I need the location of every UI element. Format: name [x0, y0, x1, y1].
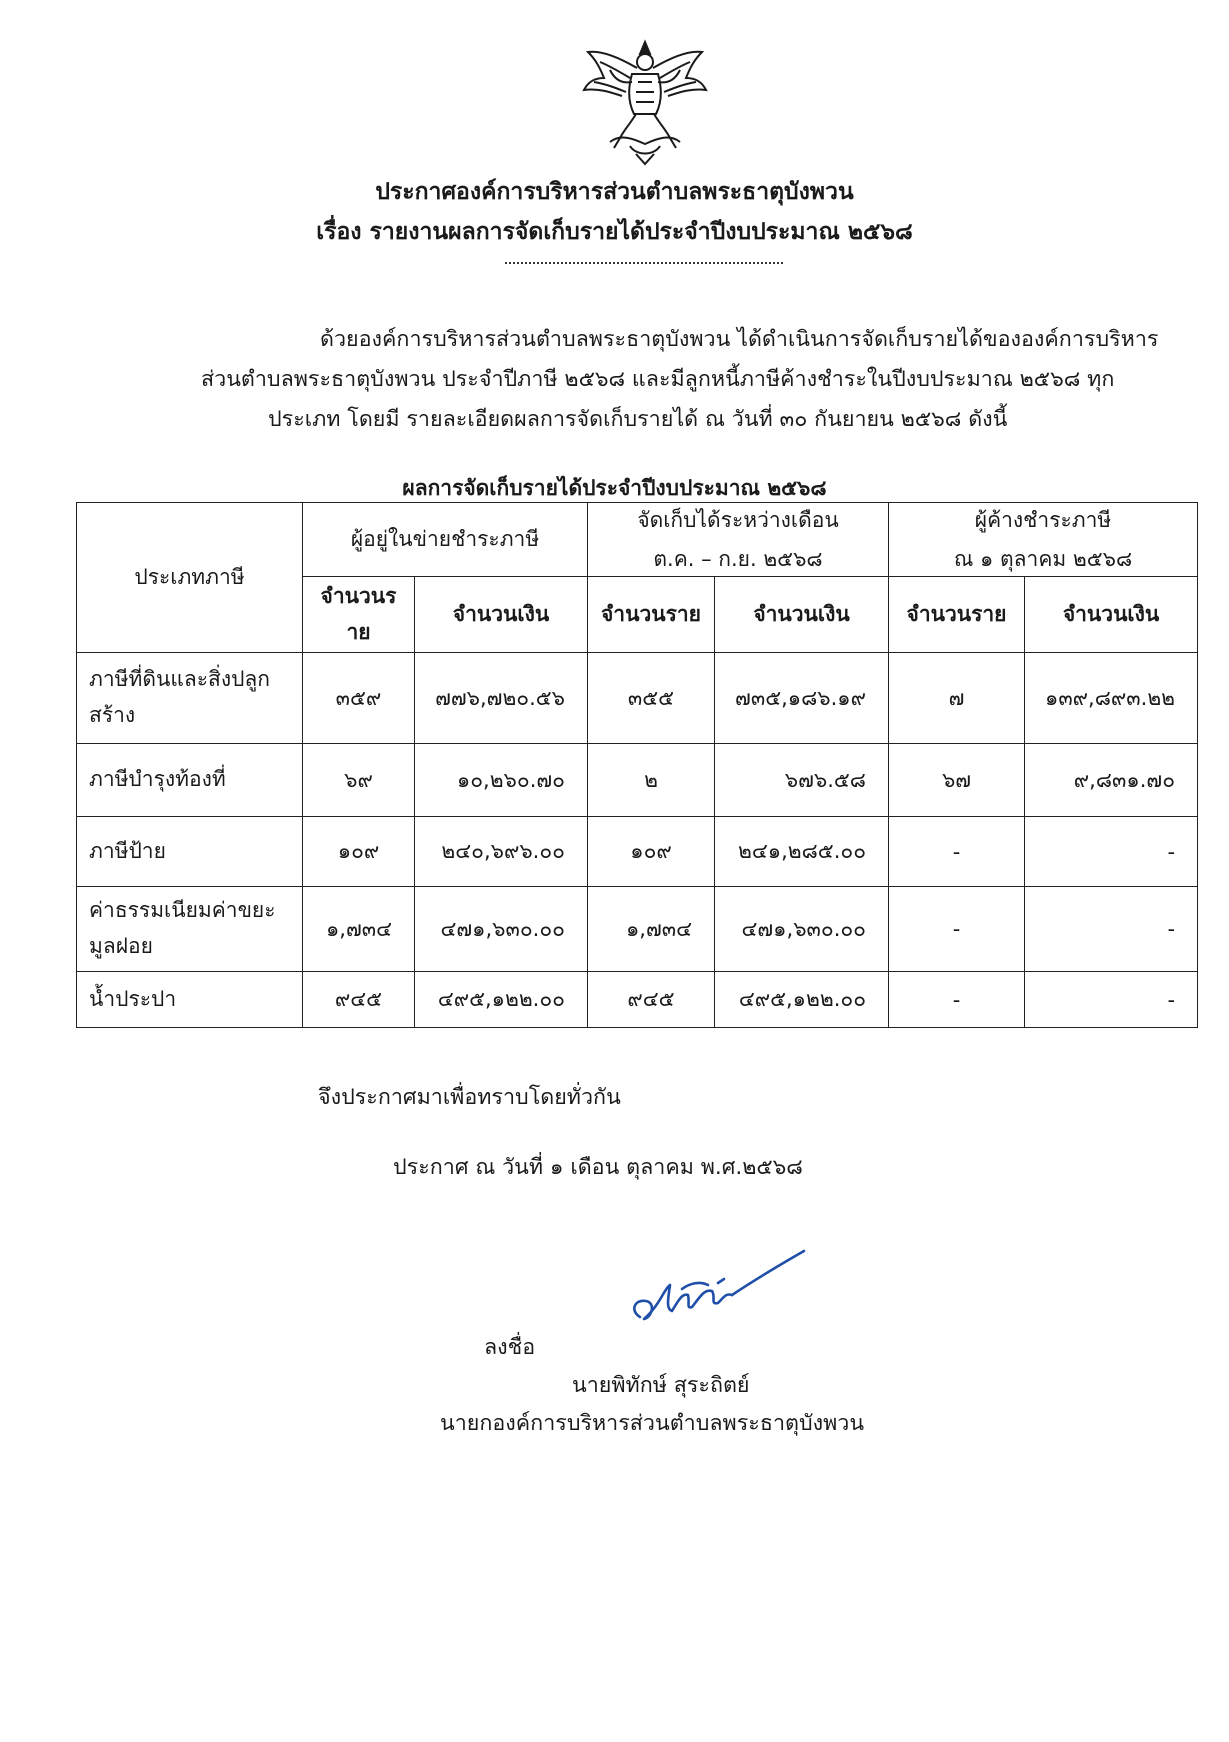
- subheader-amount-3: จำนวนเงิน: [1025, 577, 1198, 653]
- table-row: [77, 653, 1198, 744]
- subheader-amount-1: จำนวนเงิน: [415, 577, 588, 653]
- announcement-date: ประกาศ ณ วันที่ ๑ เดือน ตุลาคม พ.ศ.๒๕๖๘: [393, 1155, 803, 1180]
- row-tax-type: ภาษีบำรุงท้องที่: [77, 744, 303, 817]
- subheader-amount-2: จำนวนเงิน: [715, 577, 889, 653]
- header-collected: [588, 503, 889, 577]
- row-amount-collected: ๗๓๕,๑๘๖.๑๙: [715, 653, 889, 744]
- row-amount-outstanding: -: [1025, 972, 1198, 1028]
- garuda-emblem-icon: [580, 38, 710, 166]
- title-divider: [505, 262, 783, 264]
- row-count-outstanding: -: [889, 887, 1025, 972]
- row-count-outstanding: -: [889, 817, 1025, 887]
- row-count-taxpayers: ๑๐๙: [303, 817, 415, 887]
- intro-line-1: ด้วยองค์การบริหารส่วนตำบลพระธาตุบังพวน ได้ดำเนินการจัดเก็บรายได้ขององค์การบริหาร: [320, 327, 1159, 352]
- header-collected-period: ต.ค. – ก.ย. ๒๕๖๘: [653, 546, 823, 571]
- row-amount-taxpayers: ๔๗๑,๖๓๐.๐๐: [415, 887, 588, 972]
- subheader-count-1: จำนวนราย: [303, 577, 415, 653]
- table-row: [77, 817, 1198, 887]
- row-amount-outstanding: -: [1025, 887, 1198, 972]
- row-amount-taxpayers: ๒๔๐,๖๙๖.๐๐: [415, 817, 588, 887]
- row-count-collected: ๓๕๕: [588, 653, 715, 744]
- header-outstanding-date: ณ ๑ ตุลาคม ๒๕๖๘: [953, 546, 1133, 571]
- row-tax-type: ค่าธรรมเนียมค่าขยะมูลฝอย: [77, 887, 303, 972]
- row-count-collected: ๑๐๙: [588, 817, 715, 887]
- row-count-collected: ๑,๗๓๔: [588, 887, 715, 972]
- row-count-collected: ๒: [588, 744, 715, 817]
- subheader-count-2: จำนวนราย: [588, 577, 715, 653]
- row-tax-type: ภาษีที่ดินและสิ่งปลูกสร้าง: [77, 653, 303, 744]
- table-header-row: [77, 503, 1198, 577]
- row-count-outstanding: ๖๗: [889, 744, 1025, 817]
- row-amount-taxpayers: ๗๗๖,๗๒๐.๕๖: [415, 653, 588, 744]
- signer-name: นายพิทักษ์ สุระถิตย์: [572, 1373, 750, 1398]
- table-title: ผลการจัดเก็บรายได้ประจำปีงบประมาณ ๒๕๖๘: [402, 476, 827, 500]
- row-count-collected: ๙๔๕: [588, 972, 715, 1028]
- row-count-taxpayers: ๖๙: [303, 744, 415, 817]
- intro-line-3: ประเภท โดยมี รายละเอียดผลการจัดเก็บรายได้ ณ วันที่ ๓๐ กันยายน ๒๕๖๘ ดังนี้: [268, 407, 1008, 432]
- table-row: [77, 887, 1198, 972]
- row-amount-collected: ๖๗๖.๕๘: [715, 744, 889, 817]
- row-count-taxpayers: ๓๕๙: [303, 653, 415, 744]
- table-row: [77, 744, 1198, 817]
- header-tax-type: ประเภทภาษี: [77, 503, 303, 653]
- row-tax-type: น้ำประปา: [77, 972, 303, 1028]
- row-amount-taxpayers: ๑๐,๒๖๐.๗๐: [415, 744, 588, 817]
- revenue-table: [76, 502, 1198, 1028]
- subheader-count-3: จำนวนราย: [889, 577, 1025, 653]
- table-row: [77, 972, 1198, 1028]
- row-count-taxpayers: ๙๔๕: [303, 972, 415, 1028]
- row-amount-outstanding: -: [1025, 817, 1198, 887]
- header-collected-line1: จัดเก็บได้ระหว่างเดือน: [637, 507, 839, 532]
- row-amount-outstanding: ๑๓๙,๘๙๓.๒๒: [1025, 653, 1198, 744]
- row-amount-outstanding: ๙,๘๓๑.๗๐: [1025, 744, 1198, 817]
- header-outstanding-line1: ผู้ค้างชำระภาษี: [974, 507, 1112, 532]
- row-amount-collected: ๔๗๑,๖๓๐.๐๐: [715, 887, 889, 972]
- row-count-outstanding: -: [889, 972, 1025, 1028]
- row-tax-type: ภาษีป้าย: [77, 817, 303, 887]
- announcement-subject: เรื่อง รายงานผลการจัดเก็บรายได้ประจำปีงบประมาณ ๒๕๖๘: [316, 219, 913, 245]
- header-outstanding: [889, 503, 1198, 577]
- header-taxpayers: ผู้อยู่ในข่ายชำระภาษี: [303, 503, 588, 577]
- sign-label: ลงชื่อ: [484, 1335, 536, 1360]
- announcement-title: ประกาศองค์การบริหารส่วนตำบลพระธาตุบังพวน: [375, 179, 854, 205]
- row-amount-taxpayers: ๔๙๕,๑๒๒.๐๐: [415, 972, 588, 1028]
- row-count-taxpayers: ๑,๗๓๔: [303, 887, 415, 972]
- closing-announce: จึงประกาศมาเพื่อทราบโดยทั่วกัน: [318, 1085, 621, 1110]
- row-amount-collected: ๔๙๕,๑๒๒.๐๐: [715, 972, 889, 1028]
- signer-position: นายกองค์การบริหารส่วนตำบลพระธาตุบังพวน: [440, 1411, 865, 1436]
- intro-line-2: ส่วนตำบลพระธาตุบังพวน ประจำปีภาษี ๒๕๖๘ และมีลูกหนี้ภาษีค้างชำระในปีงบประมาณ ๒๕๖๘ ทุก: [201, 367, 1115, 392]
- handwritten-signature-icon: [600, 1245, 810, 1335]
- row-count-outstanding: ๗: [889, 653, 1025, 744]
- row-amount-collected: ๒๔๑,๒๘๕.๐๐: [715, 817, 889, 887]
